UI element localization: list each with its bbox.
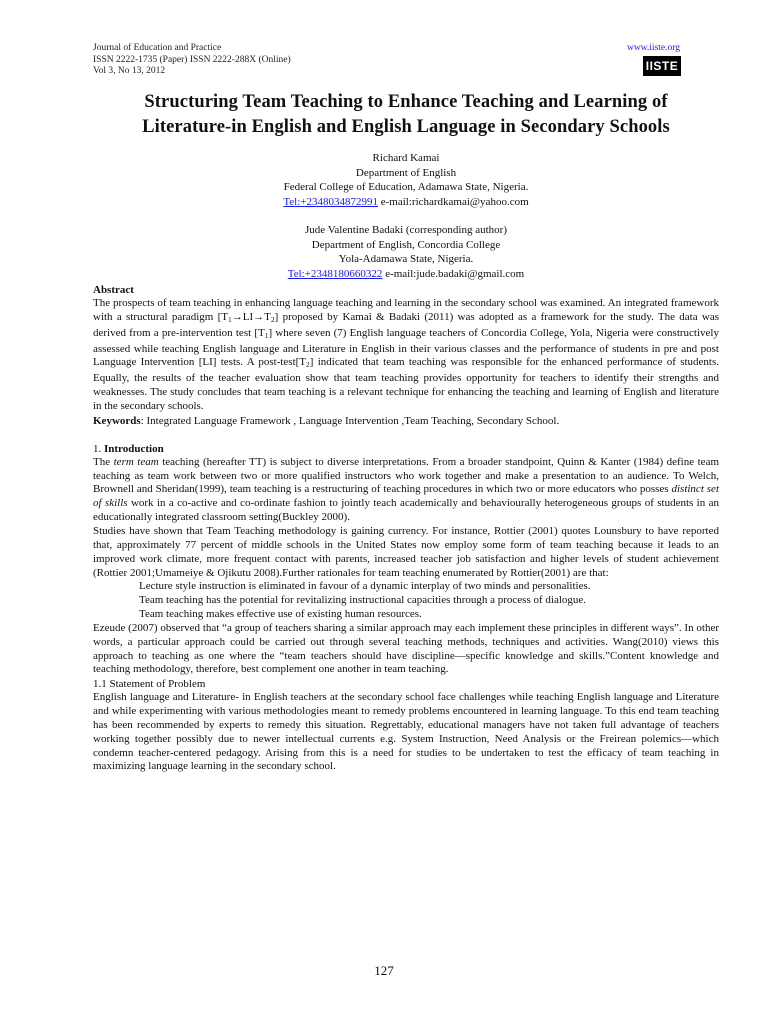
rationale-item: Lecture style instruction is eliminated in favour of a dynamic interplay of two minds and personalities. xyxy=(139,580,591,593)
author-2-block xyxy=(93,223,719,281)
publisher-site-link[interactable]: www.iiste.org xyxy=(626,43,680,53)
intro-paragraph-2: Studies have shown that Team Teaching methodology is gaining currency. For instance, Rottier (2001) quotes Lounsbury to have reported that, approximately 77 percent of middle schools in the United States now employ some form of team teaching because it leads to an improved work climate, more frequent contact with parents, increased teacher job satisfaction and higher levels of student achievement (Rottier 2001;Umameiye & Ojikutu 2008).Further rationales for team teaching enumerated by Rottier(2001) are that: xyxy=(93,524,719,579)
keywords-label: Keywords xyxy=(93,414,141,427)
author-2-contact xyxy=(93,267,719,282)
title-line-1: Structuring Team Teaching to Enhance Teaching and Learning of xyxy=(144,92,668,112)
author-2-inst: Yola-Adamawa State, Nigeria. xyxy=(338,253,474,265)
journal-name: Journal of Education and Practice xyxy=(93,43,222,53)
keywords-text: : Integrated Language Framework , Language Intervention ,Team Teaching, Secondary School. xyxy=(140,414,560,427)
author-2-tel-link[interactable]: Tel:+2348180660322 xyxy=(287,267,383,280)
publisher-header xyxy=(616,43,680,76)
author-1-name: Richard Kamai xyxy=(372,152,440,164)
intro-paragraph-1: The term team teaching (hereafter TT) is subject to diverse interpretations. From a broader standpoint, Quinn & Kanter (1984) define team teaching as team work between two or more qualified instructors who work together and make a presentation to an audience. To Welch, Brownell and Sheridan(1999), team teaching is a restructuring of teaching procedures in which two or more educators who posses distinct set of skills work in a co-active and co-ordinate fashion to jointly teach academically and behaviourally heterogeneous groups of students in an educationally integrated classroom setting(Buckley 2000). xyxy=(93,455,720,524)
journal-issn: ISSN 2222-1735 (Paper) ISSN 2222-288X (Online) xyxy=(93,54,291,65)
author-2-email: e-mail:jude.badaki@gmail.com xyxy=(382,267,525,280)
rationale-item: Team teaching makes effective use of existing human resources. xyxy=(139,608,422,621)
section-1-1-paragraph: English language and Literature- in English teachers at the secondary school face challenges while teaching English language and Literature and while experimenting with various methodologies meant to remedy problems encountered in learning language. To this end team teaching has been recommended by experts to remedy this situation. Regrettably, educational managers have not taken full advantage of teachers working together possibly due to newer intellectual currents e.g. System Instruction, Need Analysis or the Freirean polemics—which condemn teacher-centered pedagogy. Arising from this is a need for studies to be undertaken to test the efficacy of team teaching in maximizing language learning in the secondary school. xyxy=(93,691,719,773)
author-1-inst: Federal College of Education, Adamawa State, Nigeria. xyxy=(283,181,529,193)
author-2-dept: Department of English, Concordia College xyxy=(311,238,501,251)
paper-content xyxy=(93,90,719,774)
author-1-contact xyxy=(93,195,719,210)
rationale-item: Team teaching has the potential for revitalizing instructional capacities through a process of dialogue. xyxy=(139,594,587,607)
keywords xyxy=(93,414,719,428)
iiste-logo: IISTE xyxy=(643,56,681,76)
intro-paragraph-3: Ezeude (2007) observed that “a group of teachers sharing a similar approach may each implement these principles in different ways”. In other words, a particular approach could be carried out through several teaching methods, techniques and activities. Wang(2010) views this approach to teaching as one where the “team teachers should have discipline—specific knowledge and skills.”Content knowledge and teaching methodology, therefore, best complement one another in team teaching. xyxy=(93,621,719,676)
section-1-1-heading: 1.1 Statement of Problem xyxy=(93,678,206,691)
page-number: 127 xyxy=(374,963,394,978)
title-line-2: Literature-in English and English Language in Secondary Schools xyxy=(142,117,670,137)
introduction-heading: 1. Introduction xyxy=(93,442,164,455)
paper-title xyxy=(93,90,719,140)
author-1-tel-link[interactable]: Tel:+2348034872991 xyxy=(283,195,378,208)
author-1-dept: Department of English xyxy=(355,166,457,179)
journal-header xyxy=(93,43,291,78)
journal-volume: Vol 3, No 13, 2012 xyxy=(93,66,166,76)
author-2-name: Jude Valentine Badaki (corresponding author) xyxy=(304,224,508,236)
author-1-email: e-mail:richardkamai@yahoo.com xyxy=(378,195,529,208)
author-1-block xyxy=(93,151,719,209)
abstract-text: The prospects of team teaching in enhancing language teaching and learning in the secondary school was examined. An integrated framework with a structural paradigm $[T_1\to LI\to T_2]$ proposed by Kamai & Badaki (2011) was adopted as a framework for the study. The data was derived from a pre-intervention test $[T_1]$ where seven (7) English language teachers of Concordia College, Yola, Nigeria were constructively assessed while teaching English language and Literature in English in their various classes and the performance of students in pre and post Language Intervention [LI] tests. A post-$test[T_2]$ indicated that team teaching was responsible for the enhanced performance of students. Equally, the results of the teacher evaluation show that team teaching provides opportunity for teachers to identify their strengths and weaknesses. The study concludes that team teaching is a relevant technique for enhancing the teaching and learning of English and literature in the secondary schools. xyxy=(93,297,720,412)
abstract-heading: Abstract xyxy=(93,284,134,296)
